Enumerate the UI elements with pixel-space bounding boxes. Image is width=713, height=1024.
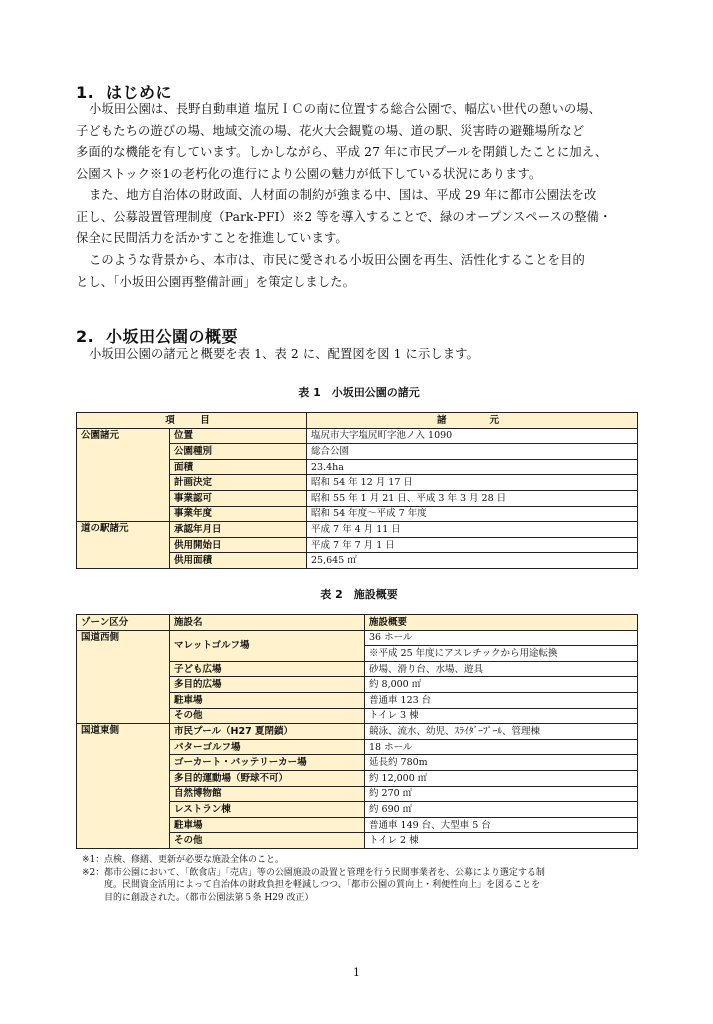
table-summary: 約 12,000 ㎡ <box>365 770 638 786</box>
paragraph-line: 保全に民間活力を活かすことを推進しています。 <box>76 231 348 245</box>
page-number: 1 <box>353 966 360 979</box>
table-item: 位置 <box>170 428 307 444</box>
footnotes <box>82 854 642 904</box>
table-item: 公園種別 <box>170 444 307 460</box>
table-value: 昭和 54 年度～平成 7 年度 <box>307 506 638 522</box>
paragraph-line: 多面的な機能を有しています。しかしながら、平成 27 年に市民プールを閉鎖したことに加え、 <box>76 145 608 159</box>
table-value: 平成 7 年 7 月 1 日 <box>307 537 638 553</box>
table-summary: 36 ホール <box>365 630 638 646</box>
table-header-row <box>77 615 638 631</box>
table-value: 総合公園 <box>307 444 638 460</box>
section-2-intro <box>76 344 642 366</box>
paragraph-line: また、地方自治体の財政面、人材面の制約が強まる中、国は、平成 29 年に都市公園法を改 <box>89 188 597 202</box>
table-summary: 普通車 149 台、大型車 5 台 <box>365 817 638 833</box>
table-facility: マレットゴルフ場 <box>170 630 365 661</box>
table-summary: トイレ 3 棟 <box>365 708 638 724</box>
table-header-row <box>77 413 638 429</box>
table-facility: 子ども広場 <box>170 661 365 677</box>
section-1-paragraph-2 <box>76 185 642 250</box>
table-header-summary: 施設概要 <box>365 615 638 631</box>
paragraph-line: このような背景から、本市は、市民に愛される小坂田公園を再生、活性化することを目的 <box>89 253 585 267</box>
table-1-caption: 表 1 小坂田公園の諸元 <box>298 386 420 399</box>
footnote-1 <box>82 854 642 867</box>
table-item: 計画決定 <box>170 475 307 491</box>
table-1-park-specs <box>76 412 638 569</box>
section-1-number: 1. <box>76 83 95 102</box>
table-summary: 普通車 123 台 <box>365 692 638 708</box>
paragraph-line: 小坂田公園の諸元と概要を表 1、表 2 に、配置図を図 1 に示します。 <box>89 347 479 361</box>
footnote-mark: ※2： <box>82 867 105 878</box>
table-item: 供用開始日 <box>170 537 307 553</box>
section-2-number: 2. <box>76 327 95 346</box>
table-value: 23.4ha <box>307 459 638 475</box>
paragraph-line: 公園ストック※1の老朽化の進行により公園の魅力が低下している状況にあります。 <box>76 166 542 181</box>
table-facility: その他 <box>170 708 365 724</box>
footnote-2-continued: 目的に創設された。（都市公園法第５条 H29 改正） <box>104 892 314 903</box>
table-summary: 18 ホール <box>365 739 638 755</box>
table-summary: ※平成 25 年度にアスレチックから用途転換 <box>365 646 638 662</box>
table-facility: 多目的広場 <box>170 677 365 693</box>
footnote-2-continued: 度。民間資金活用によって自治体の財政負担を軽減しつつ、「都市公園の質向上・利便性向上」を図ることを <box>104 880 541 890</box>
table-value: 昭和 55 年 1 月 21 日、平成 3 年 3 月 28 日 <box>307 490 638 506</box>
table-category: 道の駅諸元 <box>77 522 170 569</box>
table-header-zone: ゾーン区分 <box>77 615 170 631</box>
table-row <box>77 724 638 740</box>
table-item: 事業認可 <box>170 490 307 506</box>
table-2-facilities <box>76 614 638 849</box>
table-summary: 競泳、流水、幼児、ｽﾗｲﾀﾞｰﾌﾟｰﾙ、管理棟 <box>365 724 638 740</box>
table-zone: 国道西側 <box>77 630 170 724</box>
table-value: 平成 7 年 4 月 11 日 <box>307 522 638 538</box>
table-summary: トイレ 2 棟 <box>365 833 638 849</box>
table-row <box>77 630 638 646</box>
section-1-paragraph-3 <box>76 250 642 293</box>
table-value: 塩尻市大字塩尻町字池ノ入 1090 <box>307 428 638 444</box>
table-row <box>77 428 638 444</box>
footnote-text: 点検、修繕、更新が必要な施設全体のこと。 <box>104 855 285 865</box>
table-summary: 約 270 ㎡ <box>365 786 638 802</box>
table-value: 25,645 ㎡ <box>307 553 638 569</box>
table-facility: 市民プール（H27 夏閉鎖） <box>170 724 365 740</box>
table-facility: ゴーカート・バッテリーカー場 <box>170 755 365 771</box>
table-value: 昭和 54 年 12 月 17 日 <box>307 475 638 491</box>
table-facility: レストラン棟 <box>170 802 365 818</box>
paragraph-line: 子どもたちの遊びの場、地域交流の場、花火大会観覧の場、道の駅、災害時の避難場所など <box>76 123 585 138</box>
table-item: 面積 <box>170 459 307 475</box>
table-row <box>77 522 638 538</box>
table-facility: 自然博物館 <box>170 786 365 802</box>
table-header-spec: 諸 元 <box>307 413 638 429</box>
table-facility: 駐車場 <box>170 692 365 708</box>
paragraph-line: 正し、公募設置管理制度（Park-PFI）※2 等を導入することで、緑のオープンスペースの整備・ <box>76 209 612 224</box>
footnote-mark: ※1： <box>82 855 105 865</box>
footnote-2 <box>82 867 642 880</box>
table-category: 公園諸元 <box>77 428 170 522</box>
table-header-facility: 施設名 <box>170 615 365 631</box>
table-facility: パターゴルフ場 <box>170 739 365 755</box>
table-facility: 多目的運動場（野球不可） <box>170 770 365 786</box>
table-item: 事業年度 <box>170 506 307 522</box>
table-zone: 国道東側 <box>77 724 170 849</box>
paragraph-line: 小坂田公園は、長野自動車道 塩尻ＩＣの南に位置する総合公園で、幅広い世代の憩いの場、 <box>89 102 602 116</box>
table-2-caption: 表 2 施設概要 <box>320 588 398 601</box>
table-header-item: 項 目 <box>77 413 307 429</box>
table-facility: その他 <box>170 833 365 849</box>
paragraph-line: とし、「小坂田公園再整備計画」を策定しました。 <box>76 274 355 289</box>
table-summary: 約 690 ㎡ <box>365 802 638 818</box>
table-item: 供用面積 <box>170 553 307 569</box>
table-item: 承認年月日 <box>170 522 307 538</box>
section-1-paragraph-1 <box>76 99 642 185</box>
table-summary: 砂場、滑り台、水場、遊具 <box>365 661 638 677</box>
footnote-text: 都市公園において、「飲食店」「売店」等の公園施設の設置と管理を行う民間事業者を、公募により選定する制 <box>104 867 545 878</box>
section-1-title: はじめに <box>106 83 173 102</box>
table-summary: 延長約 780m <box>365 755 638 771</box>
section-2-title: 小坂田公園の概要 <box>106 327 239 346</box>
table-facility: 駐車場 <box>170 817 365 833</box>
table-summary: 約 8,000 ㎡ <box>365 677 638 693</box>
